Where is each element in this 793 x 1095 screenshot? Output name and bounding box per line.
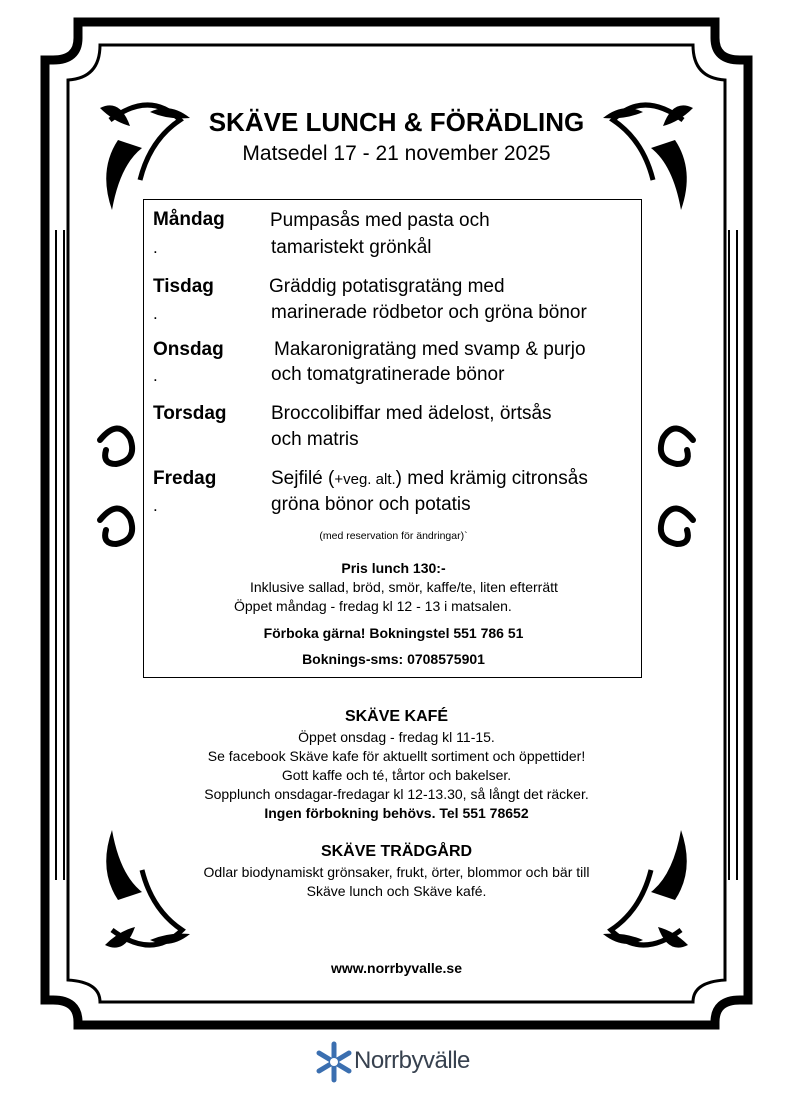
dish-friday-line2: gröna bönor och potatis	[271, 494, 471, 515]
opening-hours: Öppet måndag - fredag kl 12 - 13 i matsalen.	[234, 598, 512, 614]
dish-thursday-line1: Broccolibiffar med ädelost, örtsås	[271, 403, 552, 424]
norrbyvalle-logo	[314, 1040, 484, 1084]
garden-line-1: Odlar biodynamiskt grönsaker, frukt, örter, blommor och bär till	[203, 864, 590, 880]
dish-thursday-line2: och matris	[271, 429, 359, 450]
dish-tuesday-line1: Gräddig potatisgratäng med	[269, 276, 505, 297]
dish-friday-text-a: Sejfilé (	[271, 468, 335, 489]
lunch-price: Pris lunch 130:-	[341, 560, 446, 576]
garden-line-2: Skäve lunch och Skäve kafé.	[306, 883, 487, 899]
day-thursday: Torsdag	[153, 403, 227, 424]
dish-wednesday-line1: Makaronigratäng med svamp & purjo	[274, 339, 586, 360]
page-title: SKÄVE LUNCH & FÖRÄDLING	[208, 107, 585, 137]
day-monday: Måndag	[153, 209, 225, 230]
dish-monday-line1: Pumpasås med pasta och	[270, 210, 490, 231]
day-wednesday: Onsdag	[153, 339, 224, 360]
day-wednesday-dot: .	[153, 366, 158, 385]
price-includes: Inklusive sallad, bröd, smör, kaffe/te, liten efterrätt	[250, 579, 558, 595]
day-tuesday-dot: .	[153, 304, 158, 323]
cafe-title: SKÄVE KAFÉ	[344, 708, 449, 725]
logo-text: Norrbyvälle	[354, 1047, 470, 1074]
dish-friday-text-c: ) med krämig citronsås	[395, 468, 588, 489]
day-monday-dot: .	[153, 238, 158, 257]
day-friday: Fredag	[153, 468, 217, 489]
menu-date-range: Matsedel 17 - 21 november 2025	[242, 142, 551, 165]
garden-title: SKÄVE TRÄDGÅRD	[320, 843, 473, 860]
dish-tuesday-line2: marinerade rödbetor och gröna bönor	[271, 302, 587, 323]
cafe-line-2: Se facebook Skäve kafe för aktuellt sortiment och öppettider!	[207, 748, 586, 764]
weekly-menu-box	[143, 199, 642, 678]
website-link[interactable]: www.norrbyvalle.se	[331, 960, 462, 976]
day-tuesday: Tisdag	[153, 276, 214, 297]
cafe-line-1: Öppet onsdag - fredag kl 11-15.	[298, 729, 495, 745]
cafe-line-5: Ingen förbokning behövs. Tel 551 78652	[264, 805, 529, 821]
cafe-line-3: Gott kaffe och té, tårtor och bakelser.	[281, 767, 512, 783]
dish-friday-line1	[271, 468, 588, 490]
day-friday-dot: .	[153, 496, 158, 515]
reservation-note: (med reservation för ändringar)`	[319, 530, 468, 542]
booking-phone: Förboka gärna! Bokningstel 551 786 51	[263, 625, 524, 641]
veg-alternative-note: +veg. alt.	[334, 471, 396, 488]
dish-monday-line2: tamaristekt grönkål	[271, 237, 432, 258]
booking-sms: Boknings-sms: 0708575901	[302, 651, 485, 667]
cafe-line-4: Sopplunch onsdagar-fredagar kl 12-13.30, så långt det räcker.	[204, 786, 589, 802]
snowflake-logo-icon	[314, 1040, 354, 1084]
dish-wednesday-line2: och tomatgratinerade bönor	[271, 364, 505, 385]
